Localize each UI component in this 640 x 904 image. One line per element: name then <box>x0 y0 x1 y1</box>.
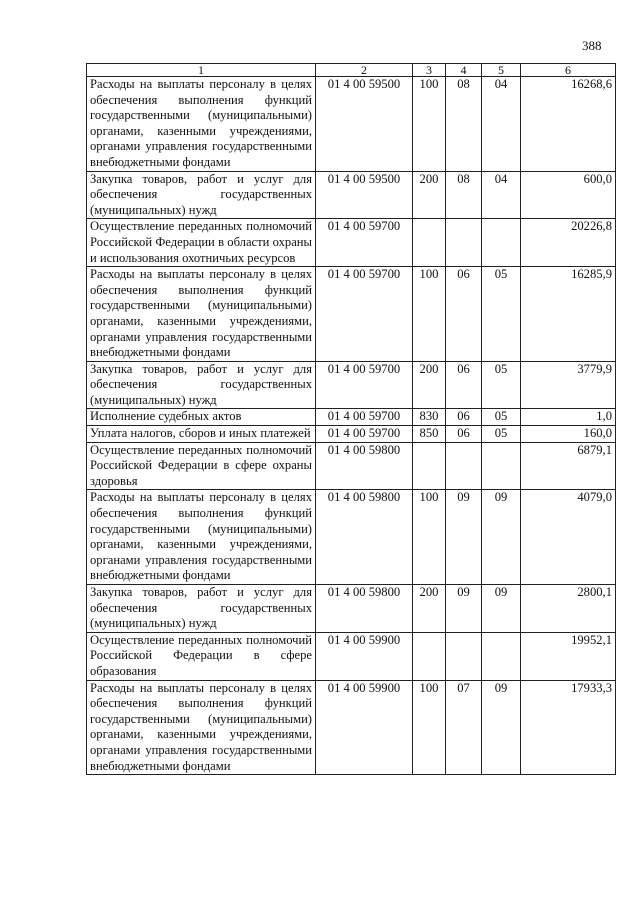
section-code <box>446 219 482 267</box>
subsection-code: 09 <box>482 680 521 775</box>
subsection-code <box>482 442 521 490</box>
row-description: Расходы на выплаты персоналу в целях обеспечения выполнения функций государственными (муниципальными) органами, казенными учреждениями, органами управления государственными внебюджетными фондами <box>87 680 316 775</box>
amount: 4079,0 <box>521 490 616 585</box>
amount: 2800,1 <box>521 585 616 633</box>
expense-type-code: 200 <box>413 171 446 219</box>
row-description: Расходы на выплаты персоналу в целях обеспечения выполнения функций государственными (муниципальными) органами, казенными учреждениями, органами управления государственными внебюджетными фондами <box>87 77 316 172</box>
subsection-code: 04 <box>482 77 521 172</box>
subsection-code: 05 <box>482 409 521 426</box>
subsection-code: 05 <box>482 361 521 409</box>
row-description: Закупка товаров, работ и услуг для обеспечения государственных (муниципальных) нужд <box>87 585 316 633</box>
target-code: 01 4 00 59900 <box>316 680 413 775</box>
expense-type-code: 100 <box>413 680 446 775</box>
table-row <box>87 267 616 362</box>
target-code: 01 4 00 59900 <box>316 632 413 680</box>
column-header: 5 <box>482 64 521 77</box>
section-code: 09 <box>446 490 482 585</box>
section-code: 06 <box>446 409 482 426</box>
table-row <box>87 442 616 490</box>
column-header: 6 <box>521 64 616 77</box>
table-row <box>87 361 616 409</box>
subsection-code: 09 <box>482 490 521 585</box>
row-description: Закупка товаров, работ и услуг для обеспечения государственных (муниципальных) нужд <box>87 361 316 409</box>
row-description: Осуществление переданных полномочий Российской Федерации в области охраны и использования охотничьих ресурсов <box>87 219 316 267</box>
expense-type-code: 850 <box>413 426 446 443</box>
target-code: 01 4 00 59500 <box>316 77 413 172</box>
amount: 1,0 <box>521 409 616 426</box>
target-code: 01 4 00 59800 <box>316 490 413 585</box>
row-description: Исполнение судебных актов <box>87 409 316 426</box>
expense-type-code: 100 <box>413 77 446 172</box>
amount: 16268,6 <box>521 77 616 172</box>
subsection-code <box>482 219 521 267</box>
subsection-code: 05 <box>482 267 521 362</box>
table-row <box>87 219 616 267</box>
section-code: 07 <box>446 680 482 775</box>
amount: 16285,9 <box>521 267 616 362</box>
table-row <box>87 585 616 633</box>
amount: 17933,3 <box>521 680 616 775</box>
amount: 3779,9 <box>521 361 616 409</box>
row-description: Уплата налогов, сборов и иных платежей <box>87 426 316 443</box>
table-row <box>87 680 616 775</box>
column-header: 2 <box>316 64 413 77</box>
target-code: 01 4 00 59700 <box>316 361 413 409</box>
row-description: Закупка товаров, работ и услуг для обеспечения государственных (муниципальных) нужд <box>87 171 316 219</box>
amount: 160,0 <box>521 426 616 443</box>
target-code: 01 4 00 59500 <box>316 171 413 219</box>
section-code <box>446 632 482 680</box>
amount: 600,0 <box>521 171 616 219</box>
table-row <box>87 426 616 443</box>
row-description: Расходы на выплаты персоналу в целях обеспечения выполнения функций государственными (муниципальными) органами, казенными учреждениями, органами управления государственными внебюджетными фондами <box>87 267 316 362</box>
expense-type-code: 200 <box>413 361 446 409</box>
amount: 6879,1 <box>521 442 616 490</box>
row-description: Осуществление переданных полномочий Российской Федерации в сфере охраны здоровья <box>87 442 316 490</box>
section-code: 09 <box>446 585 482 633</box>
expense-type-code: 830 <box>413 409 446 426</box>
target-code: 01 4 00 59700 <box>316 426 413 443</box>
subsection-code <box>482 632 521 680</box>
table-body <box>87 77 616 775</box>
expense-type-code <box>413 632 446 680</box>
section-code: 06 <box>446 267 482 362</box>
subsection-code: 05 <box>482 426 521 443</box>
table-row <box>87 409 616 426</box>
section-code <box>446 442 482 490</box>
page-number: 388 <box>582 38 602 53</box>
row-description: Осуществление переданных полномочий Российской Федерации в сфере образования <box>87 632 316 680</box>
column-header: 3 <box>413 64 446 77</box>
expense-type-code <box>413 442 446 490</box>
subsection-code: 04 <box>482 171 521 219</box>
row-description: Расходы на выплаты персоналу в целях обеспечения выполнения функций государственными (муниципальными) органами, казенными учреждениями, органами управления государственными внебюджетными фондами <box>87 490 316 585</box>
table-row <box>87 171 616 219</box>
expense-type-code <box>413 219 446 267</box>
amount: 19952,1 <box>521 632 616 680</box>
section-code: 08 <box>446 171 482 219</box>
subsection-code: 09 <box>482 585 521 633</box>
table-row <box>87 632 616 680</box>
target-code: 01 4 00 59700 <box>316 267 413 362</box>
table-row <box>87 77 616 172</box>
section-code: 08 <box>446 77 482 172</box>
section-code: 06 <box>446 361 482 409</box>
table-row <box>87 490 616 585</box>
target-code: 01 4 00 59700 <box>316 219 413 267</box>
expense-type-code: 200 <box>413 585 446 633</box>
section-code: 06 <box>446 426 482 443</box>
expense-type-code: 100 <box>413 490 446 585</box>
header-row <box>87 64 616 77</box>
column-header: 1 <box>87 64 316 77</box>
expense-type-code: 100 <box>413 267 446 362</box>
target-code: 01 4 00 59700 <box>316 409 413 426</box>
budget-table <box>86 63 616 775</box>
target-code: 01 4 00 59800 <box>316 442 413 490</box>
column-header: 4 <box>446 64 482 77</box>
target-code: 01 4 00 59800 <box>316 585 413 633</box>
amount: 20226,8 <box>521 219 616 267</box>
